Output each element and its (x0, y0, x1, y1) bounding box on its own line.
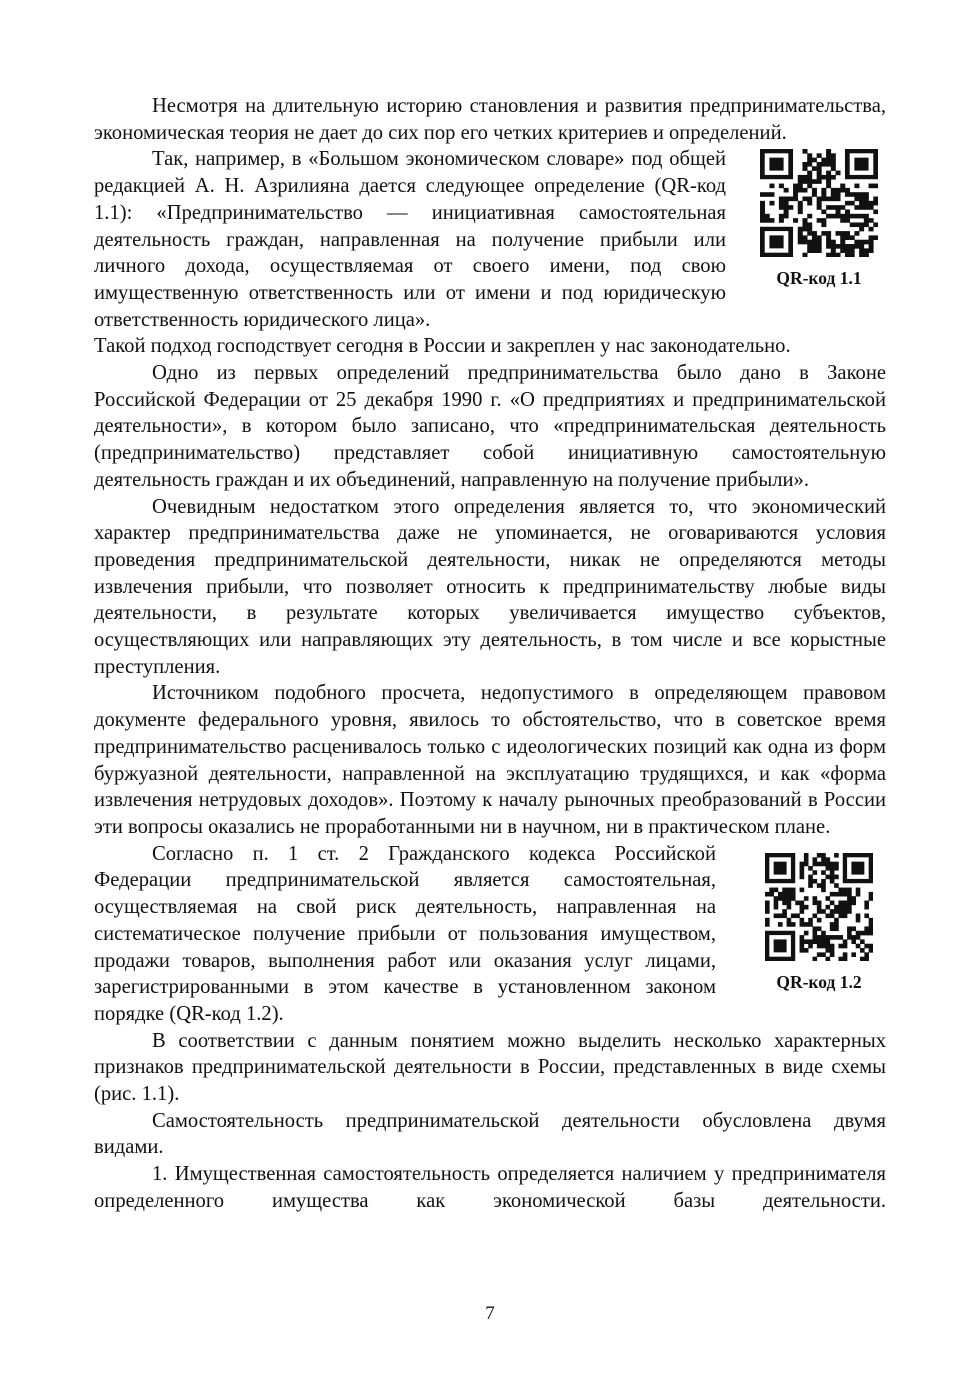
qr-figure-2 (752, 853, 886, 993)
paragraph-6: Согласно п. 1 ст. 2 Гражданского кодекса Российской Федерации предпринимательской является самостоятельная, осуществляемая на свой риск деятельность, направленная на систематическое получение прибыли от пользования имуществом, продажи товаров, выполнения работ или оказания услуг лицами, зарегистрированными в этом качестве в установленном законом порядке (QR-код 1.2). (94, 842, 716, 1025)
qr-section-1-text (94, 146, 726, 333)
qr-code-icon[interactable] (760, 149, 878, 257)
paragraph-5: Источником подобного просчета, недопустимого в определяющем правовом документе федерального уровня, явилось то обстоятельство, что в советское время предпринимательство расценивалось только с идеологических позиций как одна из форм буржуазной деятельности, направленной на эксплуатацию трудящихся, и как «форма извлечения нетрудовых доходов». Поэтому к началу рыночных преобразований в России эти вопросы оказались не проработанными ни в научном, ни в практическом плане. (94, 682, 886, 838)
qr-section-2 (94, 841, 886, 1028)
paragraph-3: Одно из первых определений предпринимательства было дано в Законе Российской Федерации от 25 декабря 1990 г. «О предприятиях и предпринимательской деятельности», в котором было записано, что «предпринимательская деятельность (предпринимательство) представляет собой инициативную самостоятельную деятельность граждан и их объединений, направленную на получение прибыли». (94, 362, 886, 491)
qr-caption-1: QR-код 1.1 (776, 268, 862, 289)
paragraph-9: 1. Имущественная самостоятельность определяется наличием у предпринимателя определенного имущества как экономической базы деятельности. (94, 1163, 886, 1212)
paragraph-2: Так, например, в «Большом экономическом словаре» под общей редакцией А. Н. Азрилияна дается следующее определение (QR-код 1.1): «Предпринимательство — инициативная самостоятельная деятельность граждан, направленная на получение прибыли или личного дохода, осуществляемая от своего имени, под свою имущественную ответственность или от имени и под юридическую ответственность юридического лица». (94, 148, 726, 331)
paragraph-4: Очевидным недостатком этого определения является то, что экономический характер предпринимательства даже не упоминается, не оговариваются условия проведения предпринимательской деятельности, никак не определяются методы извлечения прибыли, что позволяет относить к предпринимательству любые виды деятельности, в результате которых увеличивается имущество субъектов, осуществляющих или направляющих эту деятельность, в том числе и все корыстные преступления. (94, 495, 886, 678)
qr-figure-1 (752, 149, 886, 289)
qr-section-2-text (94, 841, 716, 1028)
qr-caption-2: QR-код 1.2 (776, 971, 862, 992)
paragraph-7: В соответствии с данным понятием можно выделить несколько характерных признаков предпринимательской деятельности в России, представленных в виде схемы (рис. 1.1). (94, 1029, 886, 1106)
page-number: 7 (485, 1303, 495, 1324)
paragraph-8: Самостоятельность предпринимательской деятельности обусловлена двумя видами. (94, 1109, 886, 1159)
paragraph-1: Несмотря на длительную историю становления и развития предпринимательства, экономическая теория не дает до сих пор его четких критериев и определений. (94, 95, 886, 144)
qr-section-1 (94, 146, 886, 333)
page-body (94, 93, 886, 1215)
paragraph-2-continuation: Такой подход господствует сегодня в России и закреплен у нас законодательно. (94, 335, 791, 358)
qr-code-icon[interactable] (765, 853, 873, 961)
